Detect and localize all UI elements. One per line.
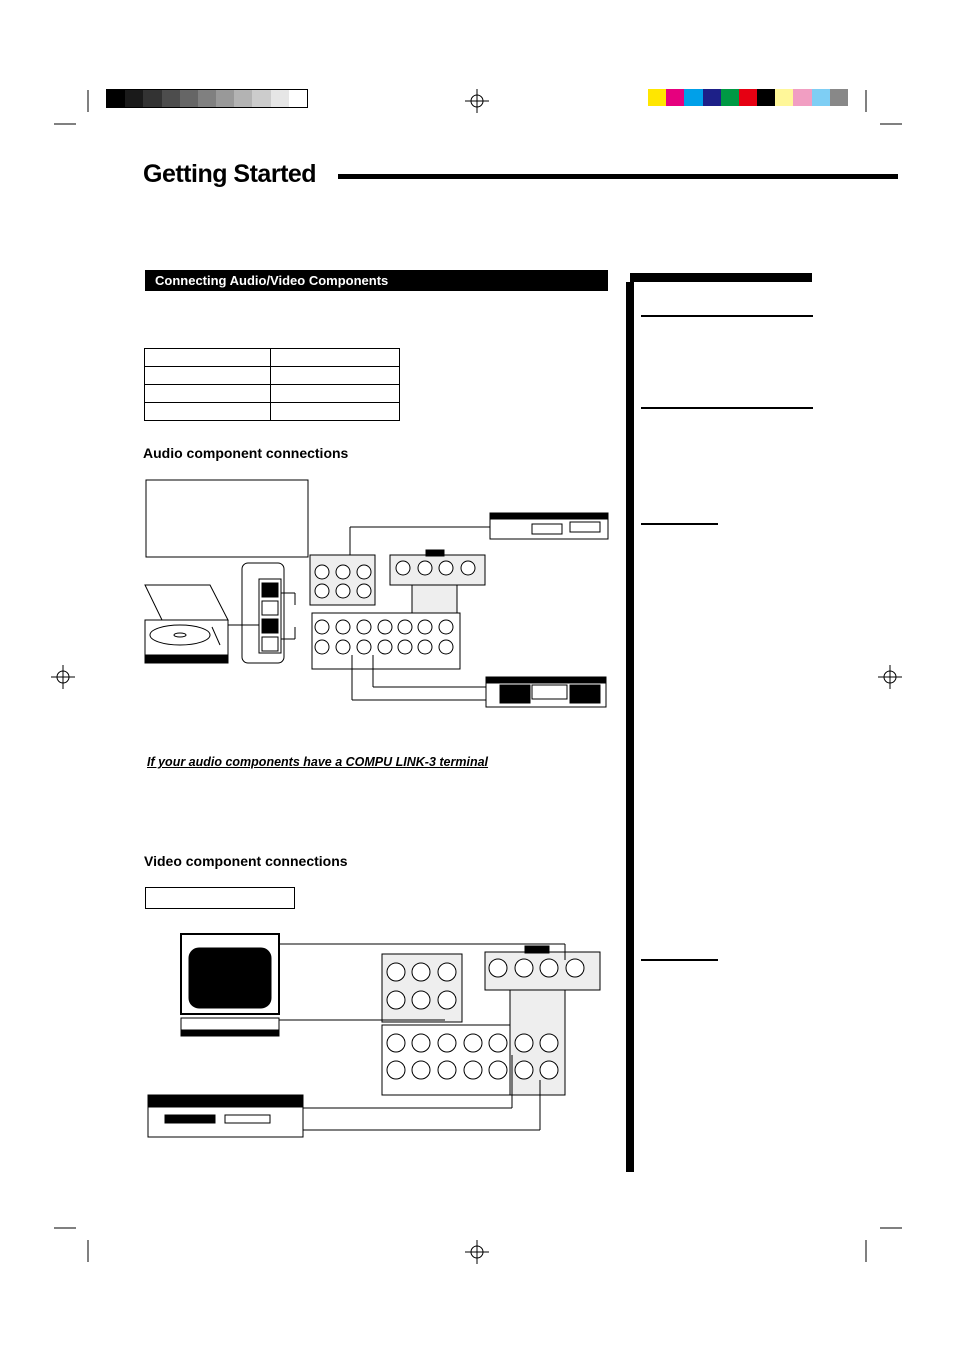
color-swatch [271,90,289,107]
sidebar-rule [641,407,813,409]
color-swatch [648,89,666,106]
color-swatch [198,90,216,107]
color-swatch [830,89,848,106]
vcr-icon [148,1095,303,1137]
cassette-deck-icon [486,677,606,707]
color-swatch [252,90,270,107]
color-swatch [757,89,775,106]
color-swatch [107,90,125,107]
color-swatch [721,89,739,106]
title-rule [338,174,898,179]
color-swatch [739,89,757,106]
page-title: Getting Started [143,160,317,188]
section-heading: Connecting Audio/Video Components [145,270,608,291]
color-swatch [216,90,234,107]
color-swatch [180,90,198,107]
sidebar-rule [641,315,813,317]
compu-link-heading: If your audio components have a COMPU LINK-3 terminal [147,755,489,769]
turntable-icon [145,585,228,663]
tv-icon [181,934,279,1036]
color-swatch [125,90,143,107]
color-calibration-bar [648,89,848,106]
table-row [145,385,400,403]
table-row [145,403,400,421]
color-swatch [812,89,830,106]
sidebar-rule [641,523,718,525]
grayscale-calibration-bar [106,89,308,108]
audio-heading: Audio component connections [143,445,349,461]
color-swatch [703,89,721,106]
audio-connection-diagram [140,475,615,715]
color-swatch [289,90,307,107]
color-swatch [793,89,811,106]
color-swatch [143,90,161,107]
sidebar-rule [626,282,634,1172]
color-swatch [666,89,684,106]
connection-table [144,348,400,421]
table-row [145,349,400,367]
video-heading: Video component connections [144,853,348,869]
color-swatch [775,89,793,106]
color-swatch [162,90,180,107]
table-row [145,367,400,385]
color-swatch [234,90,252,107]
video-label-box [145,887,295,909]
video-connection-diagram [145,930,610,1145]
cd-player-icon [490,513,608,539]
sidebar-rule [641,959,718,961]
color-swatch [684,89,702,106]
sidebar-header-bar [630,273,812,282]
